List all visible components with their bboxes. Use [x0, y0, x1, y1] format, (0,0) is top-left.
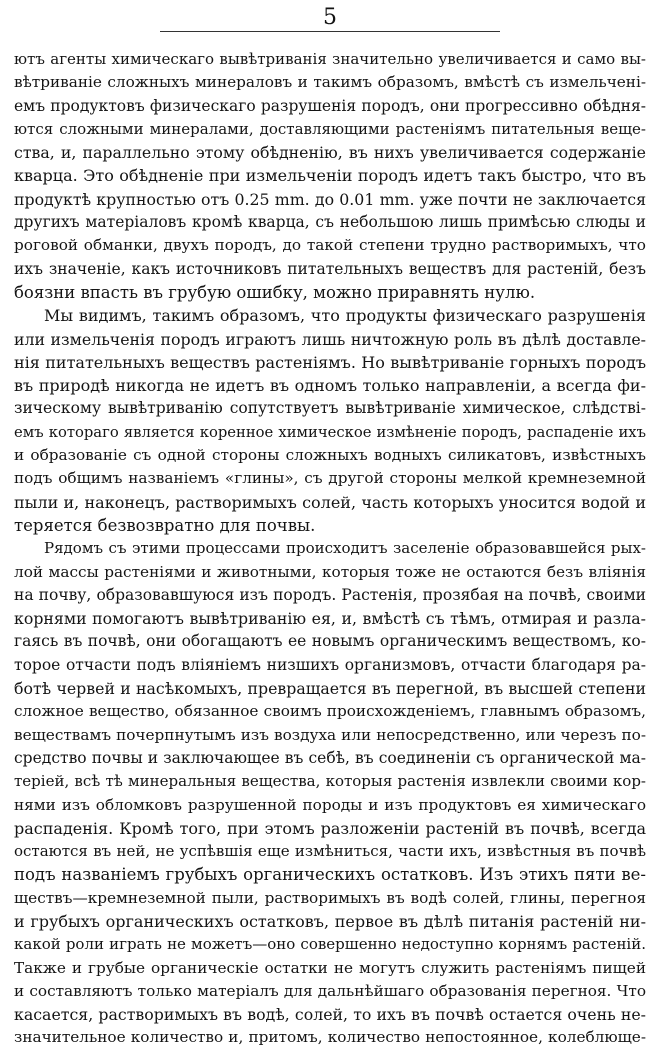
text-line: другихъ матеріаловъ кромѣ кварца, съ небольшою лишь примѣсью слюды и	[14, 213, 646, 232]
text-line: ютъ агенты химическаго вывѣтриванія значительно увеличивается и само вы-	[14, 50, 646, 68]
text-line: емъ котораго является коренное химическое измѣненіе породъ, распаденіе ихъ	[14, 423, 646, 441]
text-line: и образованіе съ одной стороны сложныхъ водныхъ силикатовъ, извѣстныхъ	[14, 446, 646, 465]
text-line: кварца. Это обѣдненіе при измельченіи породъ идетъ такъ быстро, что въ	[14, 166, 646, 186]
text-line: средство почвы и заключающее въ себѣ, въ соединеніи съ органической ма-	[14, 748, 646, 767]
paragraph	[14, 304, 646, 537]
text-line: продуктѣ крупностью отъ 0.25 mm. до 0.01 mm. уже почти не заключается	[14, 189, 646, 209]
text-line: емъ продуктовъ физическаго разрушенія породъ, они прогрессивно обѣдня-	[14, 96, 646, 115]
text-line: пыли и, наконецъ, растворимыхъ солей, часть которыхъ уносится водой и	[14, 492, 646, 512]
text-line: теряется безвозвратно для почвы.	[14, 515, 316, 535]
text-line: ботѣ червей и насѣкомыхъ, превращается въ перегной, въ высшей степени	[14, 679, 646, 699]
text-line: и составляютъ только матеріалъ для дальнѣйшаго образованія перегноя. Что	[14, 981, 646, 1000]
text-line: вѣтриваніе сложныхъ минераловъ и такимъ образомъ, вмѣстѣ съ измельчені-	[14, 73, 646, 92]
text-line: касается, растворимыхъ въ водѣ, солей, то ихъ въ почвѣ остается очень не-	[14, 1005, 646, 1025]
text-line: Мы видимъ, такимъ образомъ, что продукты физическаго разрушенія	[44, 306, 646, 326]
text-line: теріей, всѣ тѣ минеральныя вещества, которыя растенія извлекли своими кор-	[14, 772, 646, 791]
paragraph	[14, 48, 646, 304]
text-line: зическому вывѣтриванію сопутствуетъ вывѣтриваніе химическое, слѣдстві-	[14, 399, 646, 418]
text-line: боязни впасть въ грубую ошибку, можно приравнять нулю.	[14, 282, 536, 302]
text-line: Также и грубые органическіе остатки не могутъ служить растеніямъ пищей	[14, 958, 646, 977]
text-line: торое отчасти подъ вліяніемъ низшихъ организмовъ, отчасти благодаря ра-	[14, 655, 646, 674]
text-line: нями изъ обломковъ разрушенной породы и изъ продуктовъ ея химическаго	[14, 795, 646, 814]
body-text	[14, 48, 646, 1050]
text-line: Рядомъ съ этими процессами происходитъ заселеніе образовавшейся рых-	[44, 539, 646, 558]
text-line: ются сложными минералами, доставляющими растеніямъ питательныя веще-	[14, 119, 646, 138]
text-line: и грубыхъ органическихъ остатковъ, первое въ дѣлѣ питанія растеній ни-	[14, 911, 646, 931]
text-line: веществамъ почерпнутымъ изъ воздуха или непосредственно, или черезъ по-	[14, 725, 646, 744]
text-line: сложное вещество, обязанное своимъ происхожденіемъ, главнымъ образомъ,	[14, 702, 646, 721]
page-number: 5	[323, 5, 337, 30]
text-line: въ природѣ никогда не идетъ въ одномъ только направленіи, а всегда фи-	[14, 376, 646, 396]
text-line: гаясь въ почвѣ, они обогащаютъ ее новымъ органическимъ веществомъ, ко-	[14, 632, 646, 651]
text-line: ществъ—кремнеземной пыли, растворимыхъ въ водѣ солей, глины, перегноя	[14, 888, 646, 907]
text-line: значительное количество и, притомъ, количество непостоянное, колеблюще-	[14, 1028, 646, 1047]
text-line: ства, и, параллельно этому обѣдненію, въ нихъ увеличивается содержаніе	[14, 143, 646, 163]
text-line: какой роли играть не можетъ—оно совершенно недоступно корнямъ растеній.	[14, 935, 646, 954]
paragraph	[14, 537, 646, 1050]
text-line: на почву, образовавшуюся изъ породъ. Растенія, прозябая на почвѣ, своими	[14, 585, 646, 604]
header-rule	[160, 31, 500, 32]
text-line: роговой обманки, двухъ породъ, до такой степени трудно растворимыхъ, что	[14, 236, 646, 255]
text-line: подъ общимъ названіемъ «глины», съ другой стороны мелкой кремнеземной	[14, 469, 646, 488]
text-line: лой массы растеніями и животными, которыя тоже не остаются безъ вліянія	[14, 562, 646, 581]
text-line: остаются въ ней, не успѣвшія еще измѣниться, части ихъ, извѣстныя въ почвѣ	[14, 842, 646, 861]
text-line: ихъ значеніе, какъ источниковъ питательныхъ веществъ для растеній, безъ	[14, 259, 646, 278]
text-line: распаденія. Кромѣ того, при этомъ разложеніи растеній въ почвѣ, всегда	[14, 818, 646, 838]
text-line: корнями помогаютъ вывѣтриванію ея, и, вмѣстѣ съ тѣмъ, отмирая и разла-	[14, 609, 646, 629]
text-line: нія питательныхъ веществъ растеніямъ. Но вывѣтриваніе горныхъ породъ	[14, 352, 646, 372]
text-line: или измельченія породъ играютъ лишь ничтожную роль въ дѣлѣ доставле-	[14, 329, 646, 349]
text-line: подъ названіемъ грубыхъ органическихъ остатковъ. Изъ этихъ пяти ве-	[14, 865, 646, 885]
